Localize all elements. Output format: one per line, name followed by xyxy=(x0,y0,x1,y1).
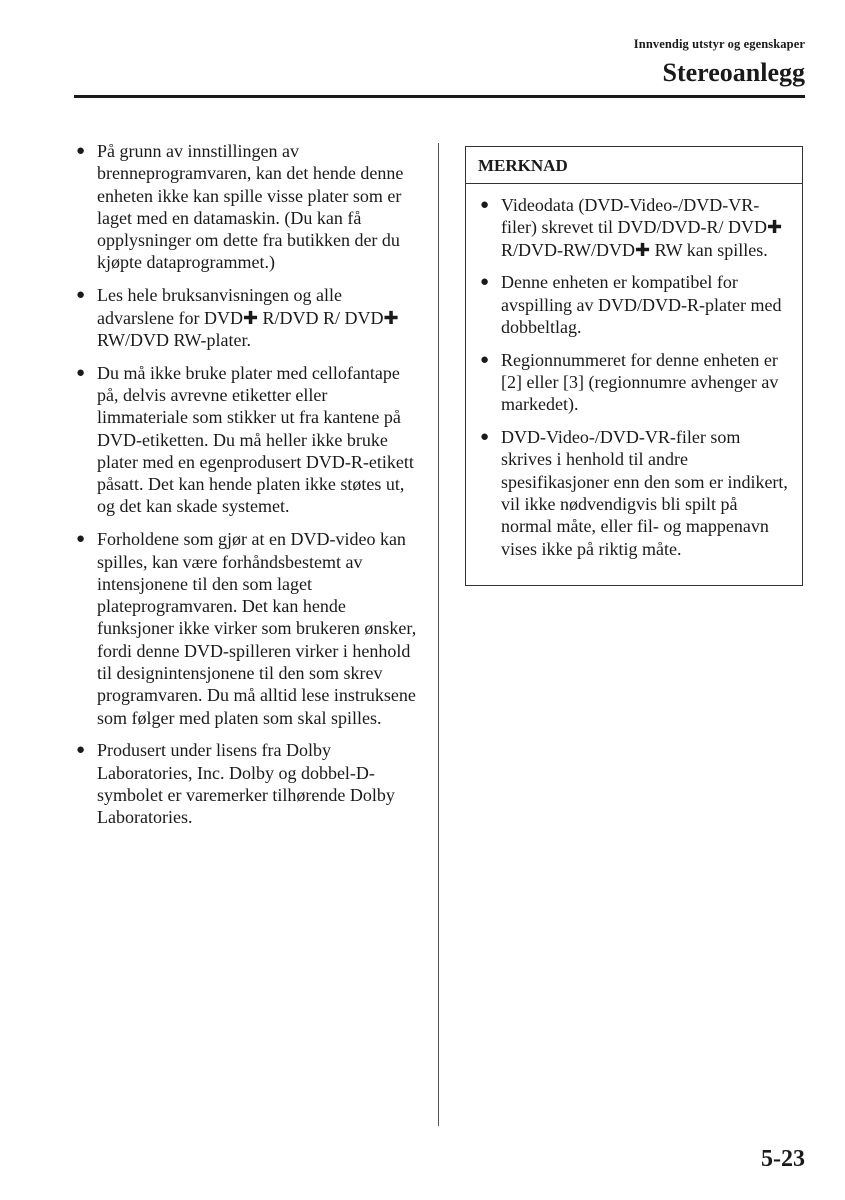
bullet-icon: ● xyxy=(480,429,490,446)
bullet-icon: ● xyxy=(76,742,86,759)
bullet-list xyxy=(74,140,419,829)
bullet-icon: ● xyxy=(76,287,86,304)
column-divider xyxy=(438,143,439,1126)
left-column xyxy=(74,140,419,839)
note-list xyxy=(478,194,788,560)
bullet-icon: ● xyxy=(480,197,490,213)
list-item-text: Produsert under lisens fra Dolby Laboratories, Inc. Dolby og dobbel-D-symbolet er varemerker tilhørende Dolby Laboratories. xyxy=(97,740,395,828)
section-subtitle: Innvendig utstyr og egenskaper xyxy=(633,37,805,51)
note-body xyxy=(466,184,802,560)
list-item xyxy=(74,140,419,274)
note-heading: MERKNAD xyxy=(466,147,802,184)
list-item xyxy=(74,528,419,729)
page-number: 5-23 xyxy=(761,1146,805,1172)
header-rule xyxy=(74,95,805,98)
note-item xyxy=(478,349,788,416)
bullet-icon: ● xyxy=(76,364,86,381)
note-item-text: Denne enheten er kompatibel for avspilling av DVD/DVD-R-plater med dobbeltlag. xyxy=(501,272,782,337)
list-item-text: Les hele bruksanvisningen og alle advarslene for DVD✚ R/DVD R/ DVD✚ RW/DVD RW-plater. xyxy=(97,285,399,350)
note-box xyxy=(465,146,803,586)
list-item xyxy=(74,362,419,518)
bullet-icon: ● xyxy=(480,274,490,291)
bullet-icon: ● xyxy=(76,143,86,159)
page-title: Stereoanlegg xyxy=(662,58,805,87)
note-item-text: DVD-Video-/DVD-VR-filer som skrives i henhold til andre spesifikasjoner enn den som er indikert, vil ikke nødvendigvis bli spilt på normal måte, eller fil- og mappenavn vises ikke på riktig måte. xyxy=(501,427,788,559)
note-item xyxy=(478,271,788,338)
list-item-text: Du må ikke bruke plater med cellofantape på, delvis avrevne etiketter eller limmateriale som stikker ut fra kantene på DVD-etiketten. Du må heller ikke bruke plater med en egenprodusert DVD-R-etikett påsatt. Det kan hende platen ikke støtes ut, og det kan skade systemet. xyxy=(97,362,414,517)
note-item xyxy=(478,194,788,261)
list-item xyxy=(74,739,419,828)
bullet-icon: ● xyxy=(76,531,86,548)
list-item xyxy=(74,284,419,351)
note-item xyxy=(478,426,788,560)
note-item-text: Videodata (DVD-Video-/DVD-VR-filer) skrevet til DVD/DVD-R/ DVD✚ R/DVD-RW/DVD✚ RW kan spilles. xyxy=(501,195,783,260)
list-item-text: På grunn av innstillingen av brenneprogramvaren, kan det hende denne enheten ikke kan spille visse plater som er laget med en datamaskin. (Du kan få opplysninger om dette fra butikken der du kjøpte dataprogrammet.) xyxy=(97,141,404,273)
note-item-text: Regionnummeret for denne enheten er [2] eller [3] (regionnumre avhenger av markedet). xyxy=(501,349,779,415)
bullet-icon: ● xyxy=(480,351,490,368)
list-item-text: Forholdene som gjør at en DVD-video kan spilles, kan være forhåndsbestemt av intensjonene til den som laget plateprogramvaren. Det kan hende funksjoner ikke virker som brukeren ønsker, fordi denne DVD-spilleren virker i henhold til designintensjonene til den som skrev programvaren. Du må alltid lese instruksene som følger med platen som skal spilles. xyxy=(97,529,417,728)
